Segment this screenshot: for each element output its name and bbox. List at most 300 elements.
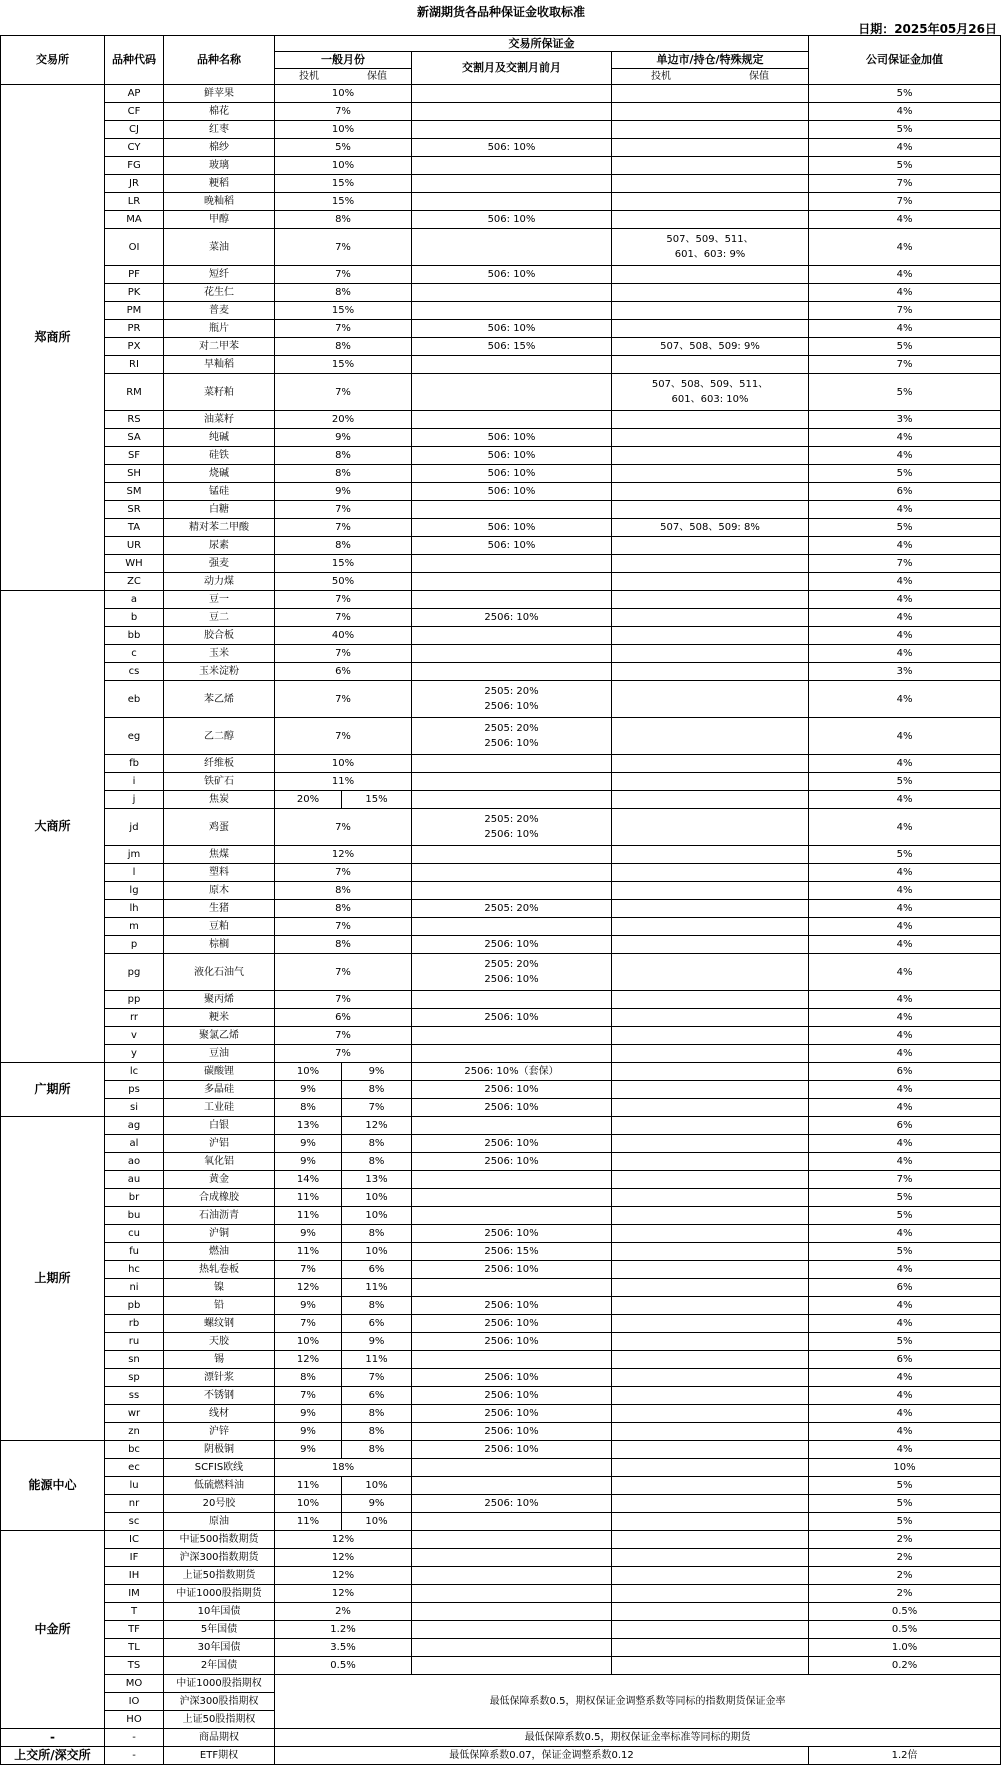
code-cell: rr bbox=[105, 1009, 164, 1027]
hedge-cell: 11% bbox=[342, 1351, 412, 1369]
code-cell: TL bbox=[105, 1639, 164, 1657]
name-cell: 鲜苹果 bbox=[164, 85, 275, 103]
hedge-cell: 11% bbox=[342, 1279, 412, 1297]
general-cell: 3.5% bbox=[275, 1639, 412, 1657]
company-cell: 1.0% bbox=[809, 1639, 1001, 1657]
table-row bbox=[1, 483, 1001, 501]
code-cell: CF bbox=[105, 103, 164, 121]
special-cell bbox=[612, 139, 809, 157]
company-cell: 4% bbox=[809, 447, 1001, 465]
delivery-cell: 2506: 10% bbox=[412, 1135, 612, 1153]
delivery-cell bbox=[412, 645, 612, 663]
special-cell bbox=[612, 447, 809, 465]
code-cell: bu bbox=[105, 1207, 164, 1225]
delivery-cell bbox=[412, 1117, 612, 1135]
company-cell: 4% bbox=[809, 1261, 1001, 1279]
delivery-cell: 2505: 20% 2506: 10% bbox=[412, 681, 612, 718]
name-cell: 锰硅 bbox=[164, 483, 275, 501]
table-row bbox=[1, 1675, 1001, 1693]
name-cell: 菜籽粕 bbox=[164, 374, 275, 411]
name-cell: 原木 bbox=[164, 882, 275, 900]
general-cell: 8% bbox=[275, 537, 412, 555]
special-cell bbox=[612, 1387, 809, 1405]
company-cell: 4% bbox=[809, 537, 1001, 555]
delivery-cell bbox=[412, 1171, 612, 1189]
special-cell bbox=[612, 1333, 809, 1351]
company-cell: 4% bbox=[809, 954, 1001, 991]
delivery-cell bbox=[412, 193, 612, 211]
company-cell: 3% bbox=[809, 411, 1001, 429]
name-cell: 硅铁 bbox=[164, 447, 275, 465]
code-cell: ZC bbox=[105, 573, 164, 591]
delivery-cell bbox=[412, 1639, 612, 1657]
delivery-cell: 506: 10% bbox=[412, 211, 612, 229]
code-cell: l bbox=[105, 864, 164, 882]
general-cell: 7% bbox=[275, 1045, 412, 1063]
margin-table bbox=[0, 35, 1001, 1765]
special-cell bbox=[612, 320, 809, 338]
table-row bbox=[1, 1063, 1001, 1081]
name-cell: 对二甲苯 bbox=[164, 338, 275, 356]
table-row bbox=[1, 1297, 1001, 1315]
special-cell: 507、508、509: 9% bbox=[612, 338, 809, 356]
header-special: 单边市/持仓/特殊规定 bbox=[612, 52, 809, 69]
delivery-cell bbox=[412, 791, 612, 809]
name-cell: 黄金 bbox=[164, 1171, 275, 1189]
general-cell: 7% bbox=[275, 1027, 412, 1045]
hedge-cell: 8% bbox=[342, 1405, 412, 1423]
special-cell bbox=[612, 483, 809, 501]
company-cell: 7% bbox=[809, 1171, 1001, 1189]
table-row bbox=[1, 1495, 1001, 1513]
table-row bbox=[1, 1477, 1001, 1495]
special-cell bbox=[612, 1513, 809, 1531]
company-cell: 4% bbox=[809, 882, 1001, 900]
hedge-cell: 6% bbox=[342, 1387, 412, 1405]
table-row bbox=[1, 139, 1001, 157]
special-cell bbox=[612, 1225, 809, 1243]
delivery-cell: 506: 10% bbox=[412, 447, 612, 465]
company-cell: 4% bbox=[809, 591, 1001, 609]
delivery-cell bbox=[412, 991, 612, 1009]
delivery-cell bbox=[412, 591, 612, 609]
company-cell: 5% bbox=[809, 121, 1001, 139]
special-cell bbox=[612, 465, 809, 483]
code-cell: SH bbox=[105, 465, 164, 483]
company-cell: 5% bbox=[809, 465, 1001, 483]
special-cell bbox=[612, 1081, 809, 1099]
spec-cell: 9% bbox=[275, 1405, 342, 1423]
code-cell: br bbox=[105, 1189, 164, 1207]
table-row bbox=[1, 537, 1001, 555]
name-cell: 铁矿石 bbox=[164, 773, 275, 791]
delivery-cell bbox=[412, 1513, 612, 1531]
spec-cell: 9% bbox=[275, 1135, 342, 1153]
table-row bbox=[1, 284, 1001, 302]
special-cell bbox=[612, 1639, 809, 1657]
company-cell: 5% bbox=[809, 846, 1001, 864]
name-cell: 瓶片 bbox=[164, 320, 275, 338]
delivery-cell bbox=[412, 501, 612, 519]
name-cell: 工业硅 bbox=[164, 1099, 275, 1117]
name-cell: 白糖 bbox=[164, 501, 275, 519]
company-cell: 4% bbox=[809, 1423, 1001, 1441]
company-cell: 4% bbox=[809, 103, 1001, 121]
code-cell: IO bbox=[105, 1693, 164, 1711]
name-cell: 沪深300股指期权 bbox=[164, 1693, 275, 1711]
table-row bbox=[1, 1153, 1001, 1171]
name-cell: 红枣 bbox=[164, 121, 275, 139]
hedge-cell: 8% bbox=[342, 1225, 412, 1243]
header-general-month: 一般月份 bbox=[275, 52, 412, 69]
general-cell: 7% bbox=[275, 609, 412, 627]
spec-cell: 10% bbox=[275, 1333, 342, 1351]
company-cell: 4% bbox=[809, 429, 1001, 447]
general-cell: 7% bbox=[275, 320, 412, 338]
delivery-cell bbox=[412, 85, 612, 103]
code-cell: PR bbox=[105, 320, 164, 338]
general-cell: 7% bbox=[275, 954, 412, 991]
table-row bbox=[1, 1567, 1001, 1585]
table-row bbox=[1, 1027, 1001, 1045]
spec-cell: 12% bbox=[275, 1351, 342, 1369]
delivery-cell bbox=[412, 1477, 612, 1495]
special-cell bbox=[612, 103, 809, 121]
company-cell: 6% bbox=[809, 1279, 1001, 1297]
delivery-cell: 2505: 20% 2506: 10% bbox=[412, 954, 612, 991]
delivery-cell: 2506: 10% bbox=[412, 1405, 612, 1423]
delivery-cell bbox=[412, 1027, 612, 1045]
hedge-cell: 10% bbox=[342, 1477, 412, 1495]
company-cell: 5% bbox=[809, 1477, 1001, 1495]
name-cell: 豆油 bbox=[164, 1045, 275, 1063]
delivery-cell bbox=[412, 229, 612, 266]
note-cell: 最低保障系数0.07，保证金调整系数0.12 bbox=[275, 1747, 809, 1765]
general-cell: 7% bbox=[275, 374, 412, 411]
hedge-cell: 9% bbox=[342, 1495, 412, 1513]
company-cell: 4% bbox=[809, 1099, 1001, 1117]
header-general-sub bbox=[275, 69, 412, 85]
table-row bbox=[1, 1747, 1001, 1765]
spec-cell: 12% bbox=[275, 1279, 342, 1297]
code-cell: cu bbox=[105, 1225, 164, 1243]
special-cell bbox=[612, 1207, 809, 1225]
header-spec: 投机 bbox=[299, 70, 319, 82]
general-cell: 7% bbox=[275, 229, 412, 266]
table-row bbox=[1, 1117, 1001, 1135]
name-cell: 铅 bbox=[164, 1297, 275, 1315]
delivery-cell: 2506: 10% bbox=[412, 1225, 612, 1243]
name-cell: 动力煤 bbox=[164, 573, 275, 591]
delivery-cell bbox=[412, 411, 612, 429]
company-cell: 5% bbox=[809, 773, 1001, 791]
name-cell: 低硫燃料油 bbox=[164, 1477, 275, 1495]
special-cell bbox=[612, 1495, 809, 1513]
general-cell: 8% bbox=[275, 936, 412, 954]
table-row bbox=[1, 791, 1001, 809]
company-cell: 7% bbox=[809, 356, 1001, 374]
delivery-cell: 2505: 20% bbox=[412, 900, 612, 918]
name-cell: 线材 bbox=[164, 1405, 275, 1423]
name-cell: 热轧卷板 bbox=[164, 1261, 275, 1279]
code-cell: rb bbox=[105, 1315, 164, 1333]
table-row bbox=[1, 356, 1001, 374]
table-row bbox=[1, 1207, 1001, 1225]
hedge-cell: 9% bbox=[342, 1333, 412, 1351]
table-row bbox=[1, 1333, 1001, 1351]
general-cell: 18% bbox=[275, 1459, 412, 1477]
special-cell bbox=[612, 755, 809, 773]
name-cell: 氧化铝 bbox=[164, 1153, 275, 1171]
code-cell: v bbox=[105, 1027, 164, 1045]
code-cell: RM bbox=[105, 374, 164, 411]
delivery-cell bbox=[412, 103, 612, 121]
code-cell: eb bbox=[105, 681, 164, 718]
general-cell: 5% bbox=[275, 139, 412, 157]
special-cell bbox=[612, 1027, 809, 1045]
name-cell: 沪深300指数期货 bbox=[164, 1549, 275, 1567]
code-cell: - bbox=[105, 1747, 164, 1765]
name-cell: 短纤 bbox=[164, 266, 275, 284]
code-cell: sc bbox=[105, 1513, 164, 1531]
company-cell: 4% bbox=[809, 320, 1001, 338]
general-cell: 12% bbox=[275, 846, 412, 864]
name-cell: 纯碱 bbox=[164, 429, 275, 447]
table-row bbox=[1, 954, 1001, 991]
company-cell: 5% bbox=[809, 519, 1001, 537]
special-cell bbox=[612, 645, 809, 663]
special-cell bbox=[612, 846, 809, 864]
delivery-cell: 2506: 10% bbox=[412, 1153, 612, 1171]
code-cell: FG bbox=[105, 157, 164, 175]
name-cell: 碳酸锂 bbox=[164, 1063, 275, 1081]
special-cell bbox=[612, 1009, 809, 1027]
code-cell: al bbox=[105, 1135, 164, 1153]
delivery-cell bbox=[412, 121, 612, 139]
code-cell: JR bbox=[105, 175, 164, 193]
delivery-cell bbox=[412, 1531, 612, 1549]
special-cell bbox=[612, 681, 809, 718]
company-cell: 6% bbox=[809, 1117, 1001, 1135]
delivery-cell bbox=[412, 918, 612, 936]
code-cell: lg bbox=[105, 882, 164, 900]
table-row bbox=[1, 1405, 1001, 1423]
delivery-cell bbox=[412, 1207, 612, 1225]
name-cell: 20号胶 bbox=[164, 1495, 275, 1513]
table-row bbox=[1, 681, 1001, 718]
table-row bbox=[1, 1261, 1001, 1279]
delivery-cell: 2506: 10% bbox=[412, 936, 612, 954]
table-row bbox=[1, 1369, 1001, 1387]
name-cell: 晚籼稻 bbox=[164, 193, 275, 211]
table-row bbox=[1, 320, 1001, 338]
hedge-cell: 13% bbox=[342, 1171, 412, 1189]
general-cell: 10% bbox=[275, 85, 412, 103]
name-cell: 沪铝 bbox=[164, 1135, 275, 1153]
delivery-cell: 506: 10% bbox=[412, 483, 612, 501]
name-cell: 粳稻 bbox=[164, 175, 275, 193]
delivery-cell: 2506: 10% bbox=[412, 609, 612, 627]
delivery-cell: 506: 10% bbox=[412, 519, 612, 537]
name-cell: 中证500指数期货 bbox=[164, 1531, 275, 1549]
general-cell: 6% bbox=[275, 663, 412, 681]
special-cell bbox=[612, 991, 809, 1009]
company-cell: 4% bbox=[809, 1369, 1001, 1387]
table-row bbox=[1, 519, 1001, 537]
code-cell: lu bbox=[105, 1477, 164, 1495]
special-cell bbox=[612, 627, 809, 645]
name-cell: 原油 bbox=[164, 1513, 275, 1531]
exchange-cell: 郑商所 bbox=[1, 85, 105, 591]
name-cell: 2年国债 bbox=[164, 1657, 275, 1675]
spec-cell: 9% bbox=[275, 1441, 342, 1459]
company-cell: 4% bbox=[809, 139, 1001, 157]
company-cell: 4% bbox=[809, 755, 1001, 773]
name-cell: 漂针浆 bbox=[164, 1369, 275, 1387]
special-cell bbox=[612, 1459, 809, 1477]
general-cell: 7% bbox=[275, 918, 412, 936]
name-cell: 镍 bbox=[164, 1279, 275, 1297]
code-cell: MO bbox=[105, 1675, 164, 1693]
code-cell: IH bbox=[105, 1567, 164, 1585]
delivery-cell bbox=[412, 663, 612, 681]
spec-cell: 11% bbox=[275, 1513, 342, 1531]
delivery-cell bbox=[412, 1459, 612, 1477]
delivery-cell bbox=[412, 1351, 612, 1369]
table-row bbox=[1, 85, 1001, 103]
spec-cell: 9% bbox=[275, 1081, 342, 1099]
name-cell: 上证50指数期货 bbox=[164, 1567, 275, 1585]
company-cell: 5% bbox=[809, 1189, 1001, 1207]
code-cell: lc bbox=[105, 1063, 164, 1081]
table-row bbox=[1, 1387, 1001, 1405]
delivery-cell: 2506: 10% bbox=[412, 1387, 612, 1405]
special-cell bbox=[612, 356, 809, 374]
spec-cell: 9% bbox=[275, 1423, 342, 1441]
name-cell: 尿素 bbox=[164, 537, 275, 555]
company-cell: 4% bbox=[809, 1225, 1001, 1243]
name-cell: 阴极铜 bbox=[164, 1441, 275, 1459]
company-cell: 4% bbox=[809, 718, 1001, 755]
general-cell: 7% bbox=[275, 645, 412, 663]
code-cell: AP bbox=[105, 85, 164, 103]
code-cell: pb bbox=[105, 1297, 164, 1315]
delivery-cell: 2506: 10% bbox=[412, 1495, 612, 1513]
table-row bbox=[1, 1531, 1001, 1549]
exchange-cell: 能源中心 bbox=[1, 1441, 105, 1531]
general-cell: 7% bbox=[275, 864, 412, 882]
table-row bbox=[1, 429, 1001, 447]
table-row bbox=[1, 121, 1001, 139]
name-cell: 豆一 bbox=[164, 591, 275, 609]
hedge-cell: 8% bbox=[342, 1297, 412, 1315]
name-cell: 天胶 bbox=[164, 1333, 275, 1351]
special-cell bbox=[612, 1279, 809, 1297]
special-cell bbox=[612, 936, 809, 954]
spec-cell: 13% bbox=[275, 1117, 342, 1135]
company-cell: 5% bbox=[809, 1243, 1001, 1261]
special-cell bbox=[612, 266, 809, 284]
hedge-cell: 15% bbox=[342, 791, 412, 809]
delivery-cell: 2506: 10% bbox=[412, 1297, 612, 1315]
special-cell bbox=[612, 718, 809, 755]
company-cell: 4% bbox=[809, 501, 1001, 519]
hedge-cell: 10% bbox=[342, 1207, 412, 1225]
delivery-cell: 506: 10% bbox=[412, 266, 612, 284]
company-cell: 2% bbox=[809, 1549, 1001, 1567]
table-row bbox=[1, 374, 1001, 411]
code-cell: ru bbox=[105, 1333, 164, 1351]
header-code: 品种代码 bbox=[105, 36, 164, 85]
company-cell: 7% bbox=[809, 302, 1001, 320]
code-cell: fu bbox=[105, 1243, 164, 1261]
special-cell bbox=[612, 864, 809, 882]
table-row bbox=[1, 1621, 1001, 1639]
table-row bbox=[1, 755, 1001, 773]
name-cell: 鸡蛋 bbox=[164, 809, 275, 846]
general-cell: 7% bbox=[275, 519, 412, 537]
code-cell: RI bbox=[105, 356, 164, 374]
exchange-cell: 上期所 bbox=[1, 1117, 105, 1441]
delivery-cell bbox=[412, 1585, 612, 1603]
general-cell: 8% bbox=[275, 211, 412, 229]
table-row bbox=[1, 1171, 1001, 1189]
special-cell bbox=[612, 1099, 809, 1117]
name-cell: 花生仁 bbox=[164, 284, 275, 302]
company-cell: 4% bbox=[809, 1009, 1001, 1027]
table-row bbox=[1, 465, 1001, 483]
table-row bbox=[1, 229, 1001, 266]
exchange-cell: 广期所 bbox=[1, 1063, 105, 1117]
delivery-cell bbox=[412, 627, 612, 645]
table-row bbox=[1, 1081, 1001, 1099]
company-cell: 4% bbox=[809, 1153, 1001, 1171]
special-cell bbox=[612, 1621, 809, 1639]
special-cell bbox=[612, 1567, 809, 1585]
company-cell: 4% bbox=[809, 1315, 1001, 1333]
company-cell: 4% bbox=[809, 1027, 1001, 1045]
company-cell: 4% bbox=[809, 266, 1001, 284]
general-cell: 7% bbox=[275, 103, 412, 121]
special-cell bbox=[612, 1063, 809, 1081]
spec-cell: 11% bbox=[275, 1477, 342, 1495]
special-cell: 507、509、511、 601、603: 9% bbox=[612, 229, 809, 266]
table-row bbox=[1, 846, 1001, 864]
name-cell: 烧碱 bbox=[164, 465, 275, 483]
table-row bbox=[1, 936, 1001, 954]
table-row bbox=[1, 573, 1001, 591]
hedge-cell: 7% bbox=[342, 1099, 412, 1117]
general-cell: 8% bbox=[275, 338, 412, 356]
table-row bbox=[1, 1225, 1001, 1243]
table-row bbox=[1, 1549, 1001, 1567]
spec-cell: 14% bbox=[275, 1171, 342, 1189]
general-cell: 15% bbox=[275, 356, 412, 374]
code-cell: p bbox=[105, 936, 164, 954]
hedge-cell: 6% bbox=[342, 1315, 412, 1333]
company-cell: 4% bbox=[809, 284, 1001, 302]
general-cell: 11% bbox=[275, 773, 412, 791]
company-cell: 4% bbox=[809, 681, 1001, 718]
table-row bbox=[1, 266, 1001, 284]
company-cell: 4% bbox=[809, 918, 1001, 936]
name-cell: 焦炭 bbox=[164, 791, 275, 809]
delivery-cell bbox=[412, 773, 612, 791]
hedge-cell: 10% bbox=[342, 1513, 412, 1531]
hedge-cell: 8% bbox=[342, 1135, 412, 1153]
special-cell bbox=[612, 1045, 809, 1063]
table-row bbox=[1, 1099, 1001, 1117]
